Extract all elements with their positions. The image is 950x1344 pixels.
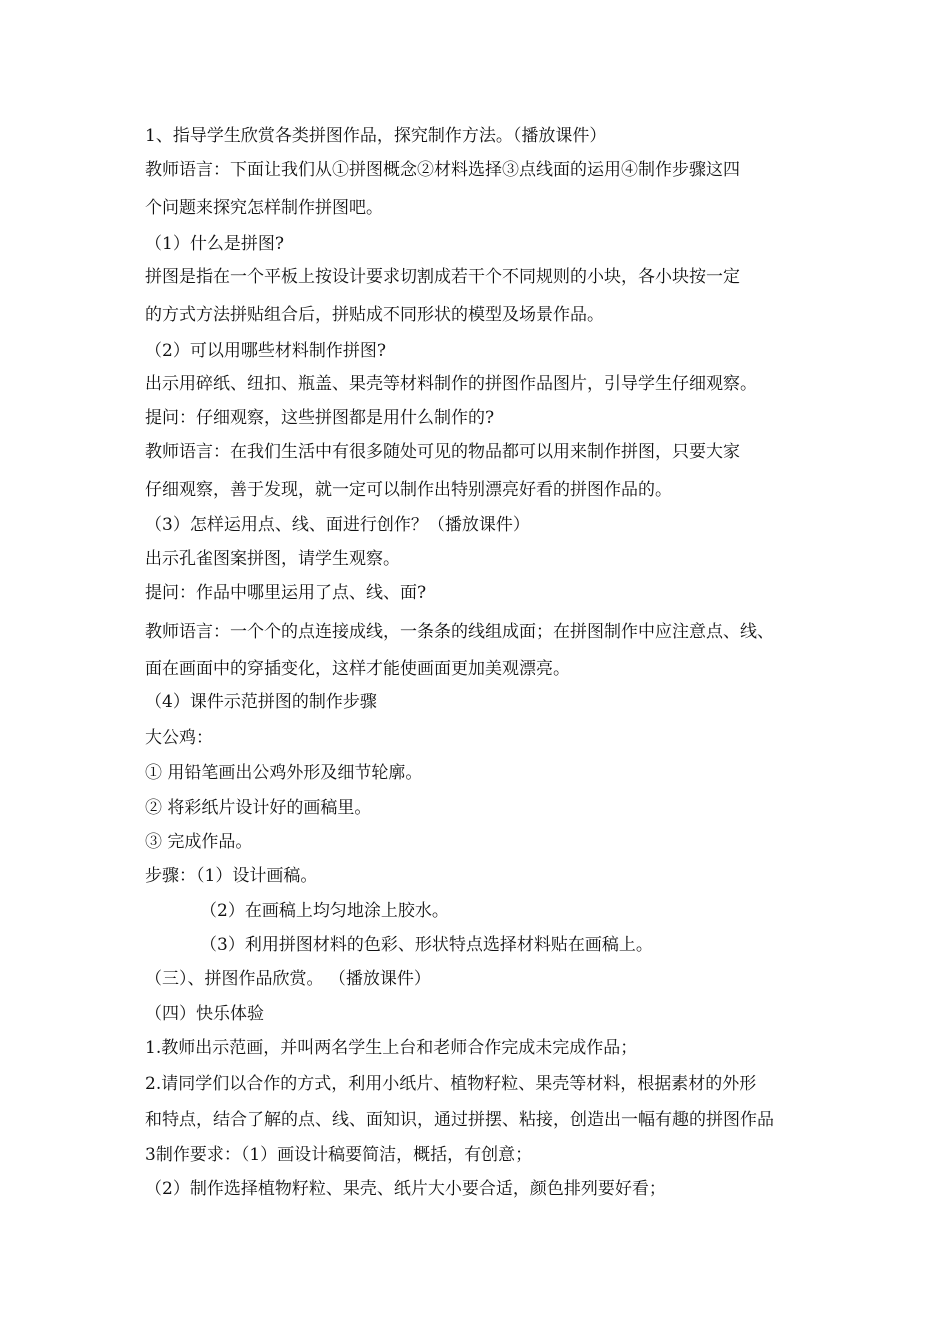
text-line: （4）课件示范拼图的制作步骤: [145, 692, 377, 712]
text-line: 3制作要求：（1）画设计稿要简洁，概括，有创意；: [145, 1145, 533, 1165]
text-line: ③ 完成作品。: [145, 832, 253, 852]
text-line: （2）可以用哪些材料制作拼图?: [145, 341, 386, 361]
text-line: 步骤：（1）设计画稿。: [145, 866, 318, 886]
text-line: 出示用碎纸、纽扣、瓶盖、果壳等材料制作的拼图作品图片，引导学生仔细观察。: [145, 374, 757, 394]
text-line: 提问：作品中哪里运用了点、线、面?: [145, 583, 427, 603]
text-line: （3）利用拼图材料的色彩、形状特点选择材料贴在画稿上。: [200, 935, 653, 955]
text-line: 和特点，结合了解的点、线、面知识，通过拼摆、粘接，创造出一幅有趣的拼图作品: [145, 1110, 774, 1130]
text-line: 大公鸡：: [145, 728, 213, 748]
text-line: 拼图是指在一个平板上按设计要求切割成若干个不同规则的小块，各小块按一定: [145, 267, 740, 287]
text-line: 教师语言：下面让我们从①拼图概念②材料选择③点线面的运用④制作步骤这四: [145, 160, 740, 180]
text-line: （3）怎样运用点、线、面进行创作？（播放课件）: [145, 515, 530, 535]
text-line: 1、指导学生欣赏各类拼图作品，探究制作方法。（播放课件）: [145, 126, 607, 146]
text-line: ② 将彩纸片设计好的画稿里。: [145, 798, 372, 818]
text-line: （2）制作选择植物籽粒、果壳、纸片大小要合适，颜色排列要好看；: [145, 1179, 666, 1199]
text-line: 教师语言：在我们生活中有很多随处可见的物品都可以用来制作拼图，只要大家: [145, 442, 740, 462]
text-line: （1）什么是拼图?: [145, 234, 284, 254]
text-line: 提问：仔细观察，这些拼图都是用什么制作的?: [145, 408, 495, 428]
text-line: 面在画面中的穿插变化，这样才能使画面更加美观漂亮。: [145, 659, 570, 679]
text-line: 2.请同学们以合作的方式，利用小纸片、植物籽粒、果壳等材料，根据素材的外形: [145, 1074, 757, 1094]
text-line: 1.教师出示范画，并叫两名学生上台和老师合作完成未完成作品；: [145, 1038, 638, 1058]
text-line: ① 用铅笔画出公鸡外形及细节轮廓。: [145, 763, 423, 783]
text-line: 教师语言：一个个的点连接成线，一条条的线组成面；在拼图制作中应注意点、线、: [145, 622, 774, 642]
text-line: 出示孔雀图案拼图，请学生观察。: [145, 549, 400, 569]
text-line: （三）、拼图作品欣赏。 （播放课件）: [145, 969, 431, 989]
text-line: 仔细观察，善于发现，就一定可以制作出特别漂亮好看的拼图作品的。: [145, 480, 672, 500]
text-line: 个问题来探究怎样制作拼图吧。: [145, 198, 383, 218]
text-line: 的方式方法拼贴组合后，拼贴成不同形状的模型及场景作品。: [145, 305, 604, 325]
text-line: （2）在画稿上均匀地涂上胶水。: [200, 901, 449, 921]
text-line: （四）快乐体验: [145, 1004, 264, 1024]
